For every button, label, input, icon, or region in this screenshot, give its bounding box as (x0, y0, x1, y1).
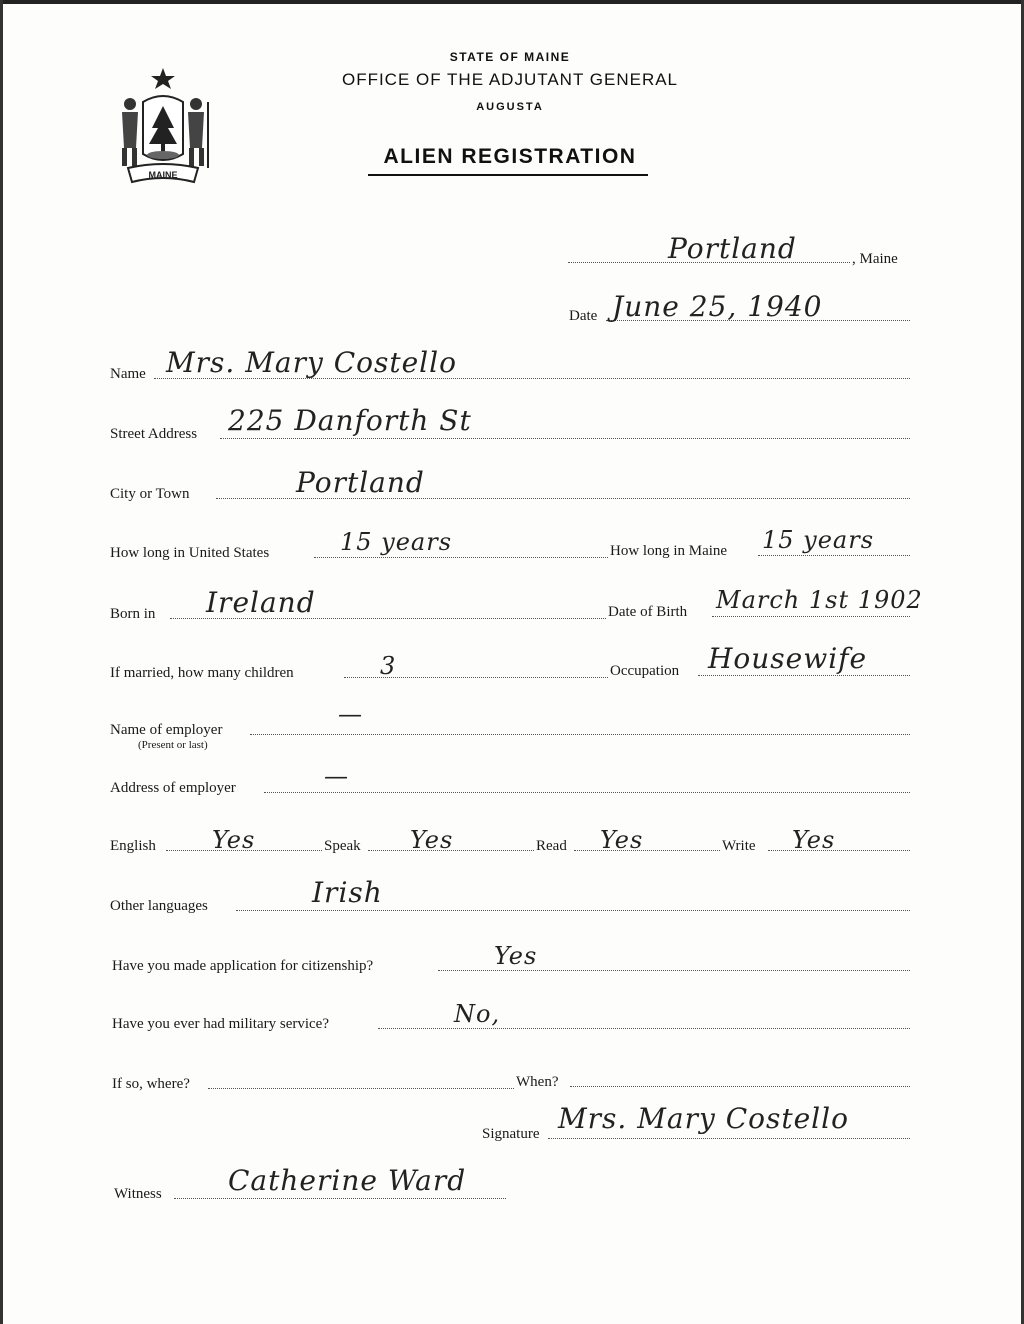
other-languages-line (236, 910, 910, 911)
name-value: Mrs. Mary Costello (166, 346, 457, 379)
citizenship-value: Yes (494, 942, 538, 970)
employer-name-sublabel: (Present or last) (138, 739, 208, 751)
street-address-label: Street Address (110, 426, 198, 442)
occupation-label: Occupation (610, 663, 680, 679)
date-label: Date (569, 308, 598, 324)
when-label: When? (516, 1074, 559, 1090)
citizenship-line (438, 970, 910, 971)
speak-value: Yes (410, 826, 454, 854)
where-line (208, 1088, 514, 1089)
write-label: Write (722, 838, 756, 854)
employer-name-label: Name of employer (110, 722, 223, 738)
employer-address-line (264, 792, 910, 793)
when-line (570, 1086, 910, 1087)
where-label: If so, where? (112, 1076, 190, 1092)
employer-address-value: — (324, 762, 349, 790)
street-address-line (220, 438, 910, 439)
born-in-label: Born in (110, 606, 156, 622)
read-label: Read (536, 838, 567, 854)
military-label: Have you ever had military service? (112, 1016, 329, 1032)
witness-line (174, 1198, 506, 1199)
signature-line (548, 1138, 910, 1139)
write-line (768, 850, 910, 851)
title-underline (368, 174, 648, 176)
employer-name-line (250, 734, 910, 735)
occupation-value: Housewife (708, 642, 868, 675)
seal-banner-text: MAINE (148, 170, 178, 180)
page-border-top (0, 0, 1024, 4)
write-value: Yes (792, 826, 836, 854)
street-address-value: 225 Danforth St (228, 404, 472, 437)
children-label: If married, how many children (110, 665, 294, 681)
occupation-line (698, 675, 910, 676)
english-value: Yes (212, 826, 256, 854)
how-long-us-label: How long in United States (110, 545, 270, 561)
how-long-maine-label: How long in Maine (610, 543, 728, 559)
how-long-maine-line (758, 555, 910, 556)
city-heading: AUGUSTA (476, 101, 544, 113)
read-line (574, 850, 720, 851)
military-line (378, 1028, 910, 1029)
read-value: Yes (600, 826, 644, 854)
employer-name-value: — (338, 700, 363, 728)
name-label: Name (110, 366, 146, 382)
state-heading: STATE OF MAINE (449, 50, 571, 64)
city-value: Portland (296, 466, 425, 499)
date-of-birth-label: Date of Birth (608, 604, 688, 620)
city-label: City or Town (110, 486, 190, 502)
born-in-value: Ireland (206, 586, 316, 619)
date-value: June 25, 1940 (612, 290, 823, 323)
how-long-maine-value: 15 years (762, 526, 875, 554)
employer-address-label: Address of employer (110, 780, 236, 796)
other-languages-value: Irish (312, 876, 383, 909)
citizenship-label: Have you made application for citizenship? (112, 958, 374, 974)
how-long-us-value: 15 years (340, 528, 453, 556)
signature-value: Mrs. Mary Costello (558, 1102, 849, 1135)
office-heading: OFFICE OF THE ADJUTANT GENERAL (341, 70, 679, 89)
how-long-us-line (314, 557, 608, 558)
date-of-birth-line (712, 616, 910, 617)
signature-label: Signature (482, 1126, 540, 1142)
english-label: English (110, 838, 156, 854)
witness-label: Witness (114, 1186, 162, 1202)
maine-state-seal-icon (108, 62, 218, 190)
place-value: Portland (668, 232, 797, 265)
form-title: ALIEN REGISTRATION (383, 145, 637, 168)
place-suffix: , Maine (852, 251, 898, 267)
date-of-birth-value: March 1st 1902 (716, 586, 923, 614)
children-value: 3 (380, 652, 397, 680)
page-border-left (0, 0, 3, 1324)
witness-value: Catherine Ward (228, 1164, 467, 1197)
speak-label: Speak (324, 838, 361, 854)
other-languages-label: Other languages (110, 898, 208, 914)
military-value: No, (454, 1000, 501, 1028)
